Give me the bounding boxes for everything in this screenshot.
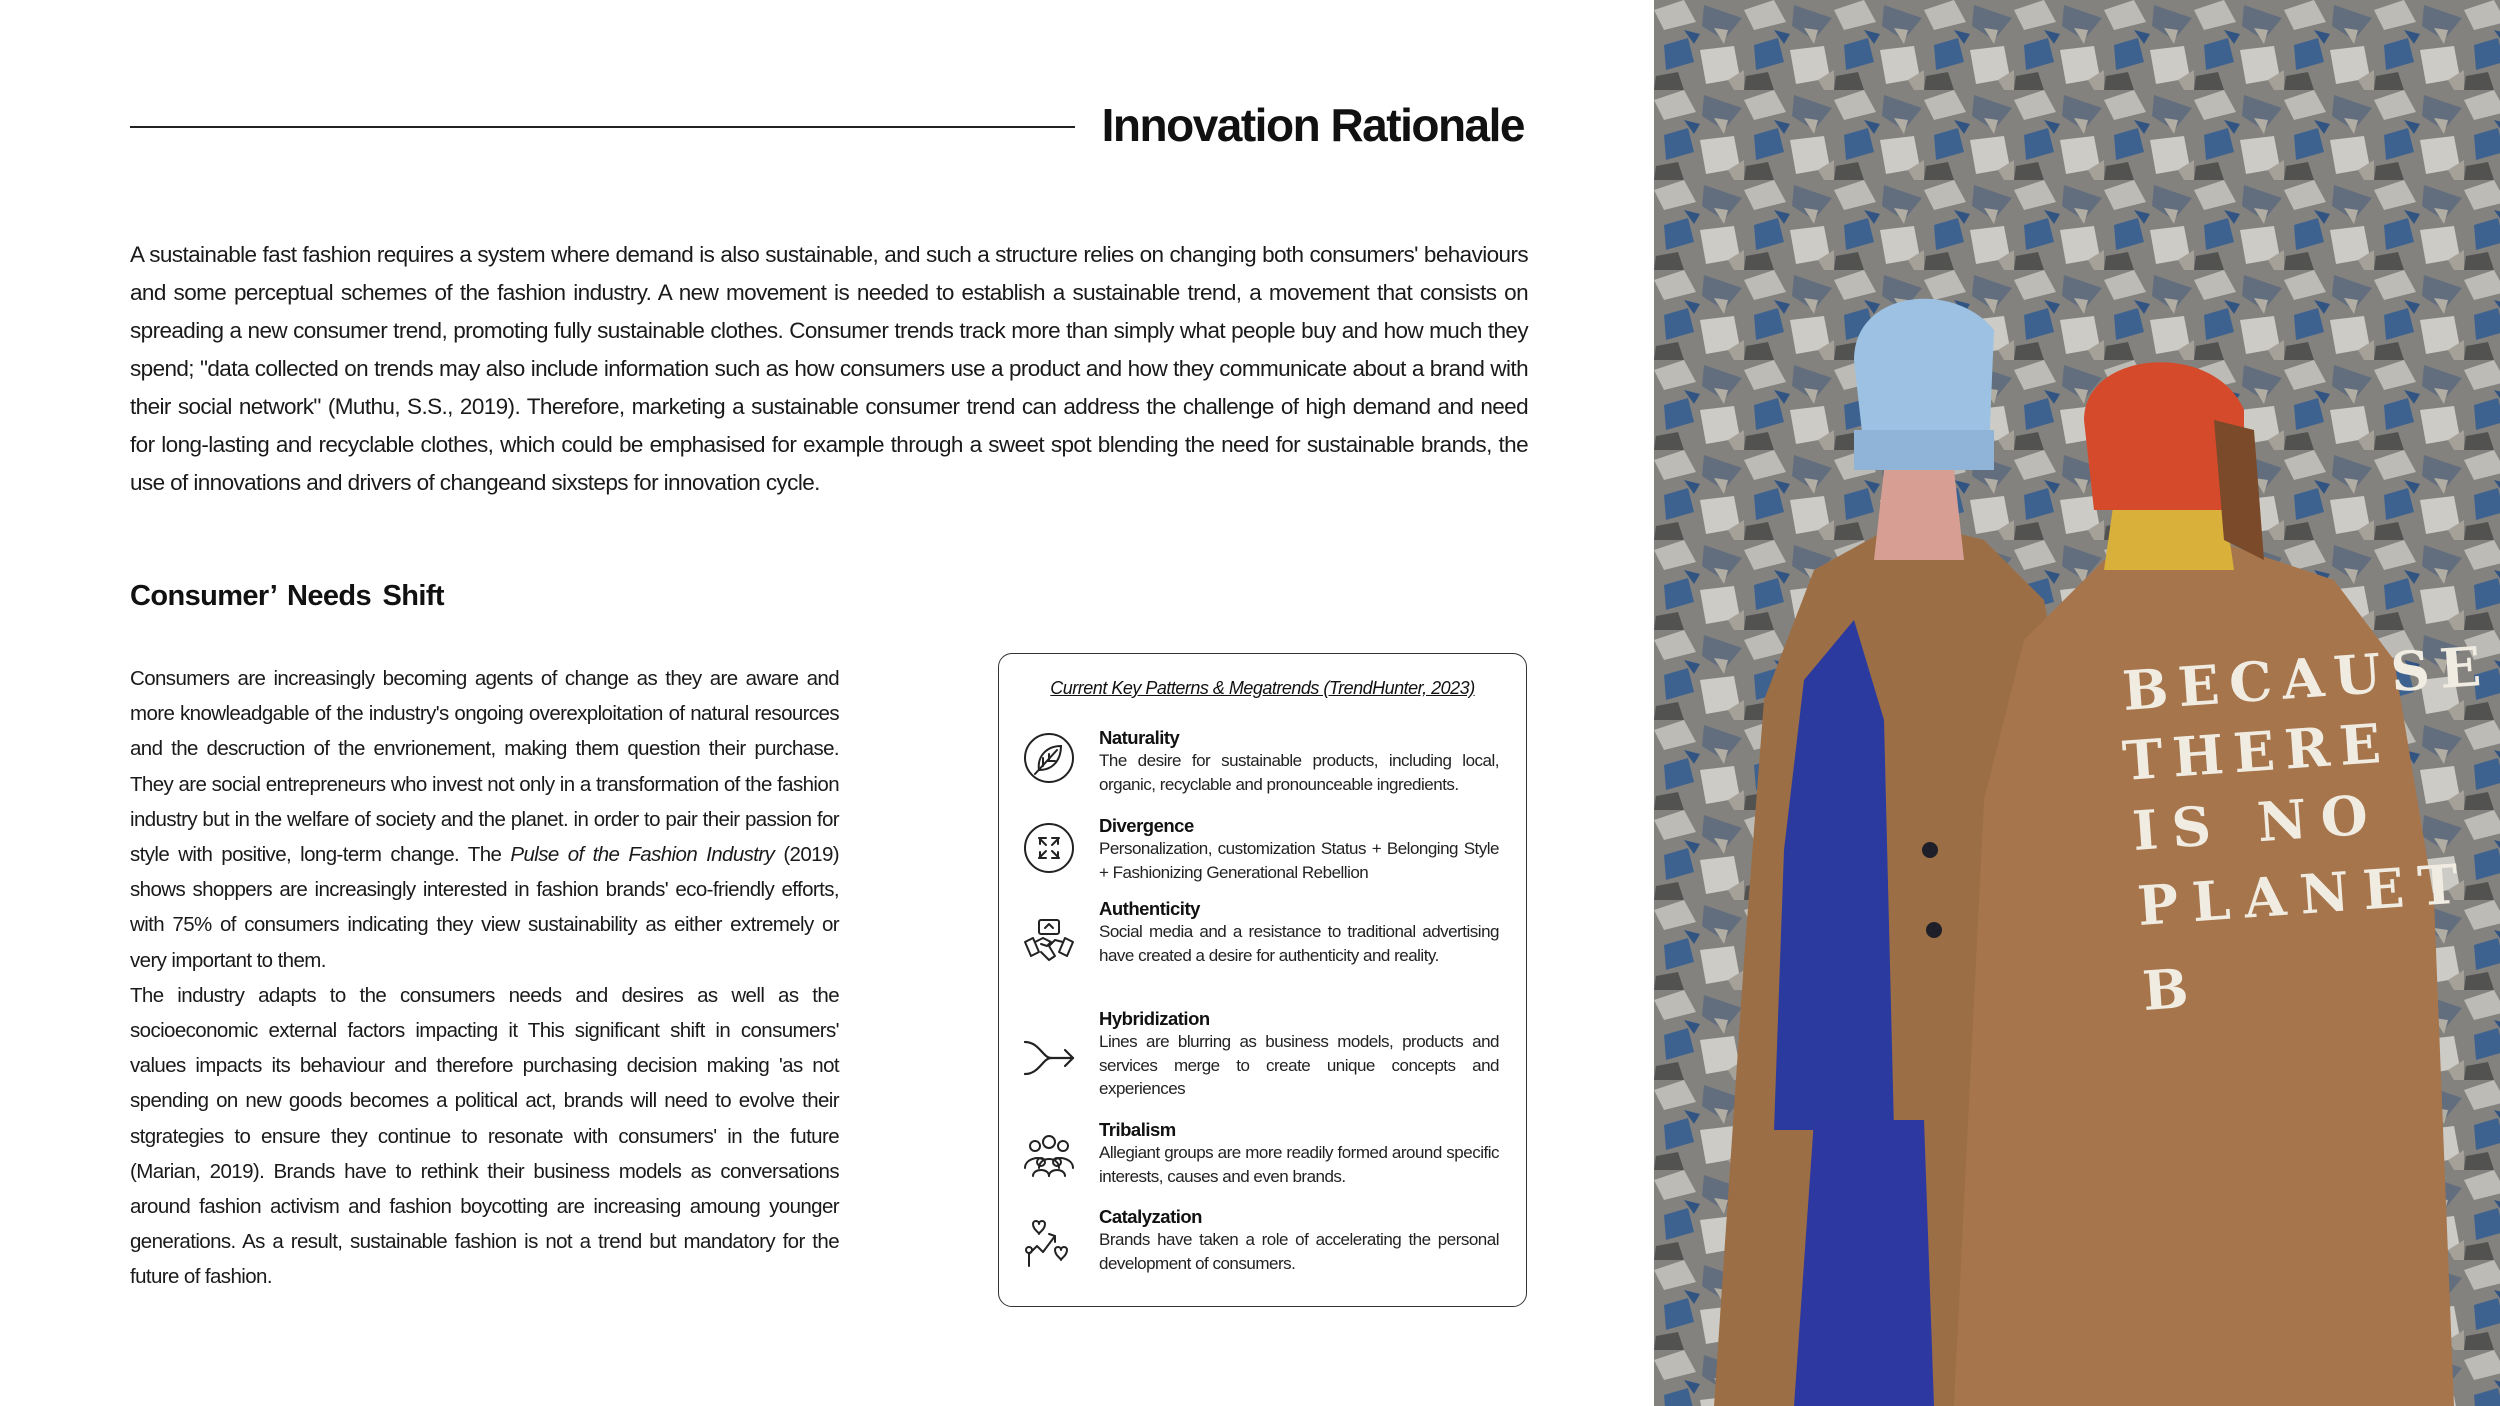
- intro-paragraph: A sustainable fast fashion requires a system where demand is also sustainable, and such a structure relies on changing both consumers' behaviours and some perceptual schemes of the fashion industry. A new movement is needed to establish a sustainable trend, a movement that consists on spreading a new consumer trend, promoting fully sustainable clothes. Consumer trends track more than simply what people buy and how much they spend; "data collected on trends may also include information such as how consumers use a product and how they communicate about a brand with their social network" (Muthu, S.S., 2019). Therefore, marketing a sustainable consumer trend can address the challenge of high demand and need for long-lasting and recyclable clothes, which could be emphasised for example through a sweet spot blending the need for sustainable brands, the use of innovations and drivers of changeand sixsteps for innovation cycle.: [130, 242, 1528, 495]
- coat-line-5: B: [2140, 955, 2201, 1023]
- section-body: [130, 661, 839, 1295]
- fashion-photo: [1654, 0, 2500, 1406]
- page-title: Innovation Rationale: [1101, 99, 1524, 151]
- coat-line-2: THERE: [2120, 710, 2393, 793]
- coat-line-4: PLANET: [2135, 850, 2475, 938]
- trend-hybridization: Hybridization Lines are blurring as business models, products and services merge to create unique concepts and experiences: [1099, 1008, 1499, 1098]
- trend-divergence: Divergence Personalization, customization Status + Belonging Style + Fashionizing Generational Rebellion: [1099, 815, 1499, 882]
- section-heading: Consumer’ Needs Shift: [130, 580, 444, 612]
- body-paragraph-2: The industry adapts to the consumers needs and desires as well as the socioeconomic external factors impacting it This significant shift in consumers' values impacts its behaviour and therefore purchasing decision making 'as not spending on new goods becomes a political act, brands will need to evolve their stgrategies to ensure they continue to resonate with consumers' in the future (Marian, 2019). Brands have to rethink their business models as conversations around fashion activism and fashion boycotting are increasing amoung younger generations. As a result, sustainable fashion is not a trend but mandatory for the future of fashion.: [130, 983, 839, 1289]
- megatrends-card: [998, 653, 1527, 1307]
- diverge-arrows-icon: [1021, 820, 1077, 876]
- fashion-photo-illustration: [1654, 0, 2500, 1406]
- report-title: Pulse of the Fashion Industry: [510, 843, 775, 867]
- merge-arrow-icon: [1021, 1030, 1077, 1086]
- trend-catalyzation: Catalyzation Brands have taken a role of accelerating the personal development of consumers.: [1099, 1206, 1499, 1273]
- trend-tribalism: Tribalism Allegiant groups are more readily formed around specific interests, causes and even brands.: [1099, 1119, 1499, 1186]
- body-paragraph-1: Consumers are increasingly becoming agents of change as they are aware and more knowleadgable of the industry's ongoing overexploitation of natural resources and the descruction of the envrionement, making them question their purchase. They are social entrepreneurs who invest not only in a transformation of the fashion industry but in the welfare of society and the planet. in order to pair their passion for style with positive, long-term change. The Pulse of the Fashion Industry (2019) shows shoppers are increasingly interested in fashion brands' eco-friendly efforts, with 75% of consumers indicating they view sustainability as either extremely or very important to them.: [130, 667, 839, 972]
- trend-naturality: Naturality The desire for sustainable products, including local, organic, recyclable and pronounceable ingredients.: [1099, 727, 1499, 794]
- card-title: Current Key Patterns & Megatrends (TrendHunter, 2023): [1050, 678, 1475, 698]
- title-rule: [130, 126, 1075, 128]
- leaf-icon: [1021, 730, 1077, 786]
- handshake-icon: [1021, 916, 1077, 972]
- trend-authenticity: Authenticity Social media and a resistance to traditional advertising have created a desire for authenticity and reality.: [1099, 898, 1499, 965]
- group-icon: [1021, 1128, 1077, 1184]
- coat-line-3: IS NO: [2130, 781, 2384, 863]
- growth-hearts-icon: [1021, 1214, 1077, 1270]
- coat-line-1: BECAUSE: [2120, 633, 2493, 723]
